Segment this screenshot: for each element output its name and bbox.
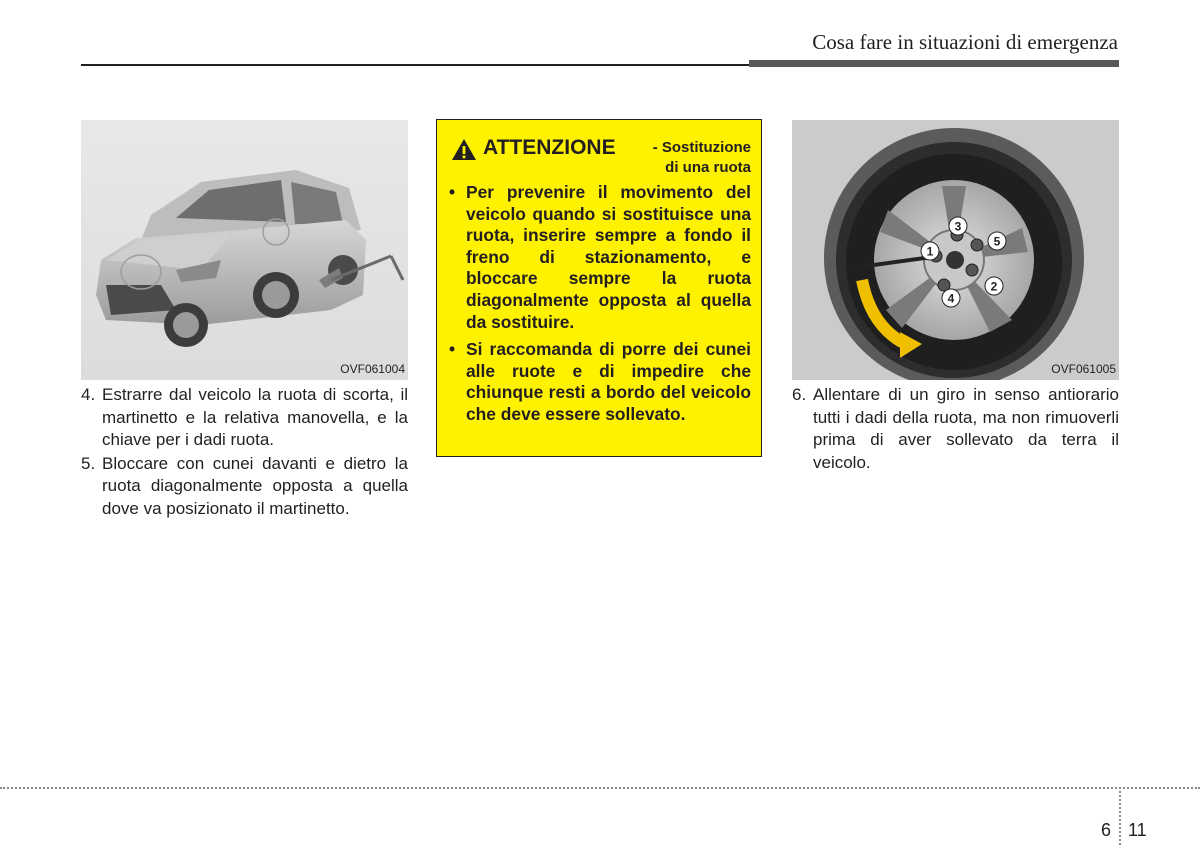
step-number: 5.: [81, 453, 96, 473]
step-5: [81, 453, 408, 521]
car-jack-illustration: [81, 120, 408, 380]
warning-item-text: Per prevenire il movimento del veicolo quando si sostituisce una ruota, inserire sempre a fondo il freno di stazionamento, e bloccare sempre la ruota diagonalmente opposta al quella da sostituire.: [466, 182, 751, 332]
header-rule-thin: [81, 64, 749, 66]
warning-triangle-icon: [451, 138, 477, 161]
steps-right: [792, 384, 1119, 475]
warning-subtitle-line2: di una ruota: [665, 159, 751, 176]
figure-label-left: OVF061004: [340, 362, 405, 376]
wheel-illustration-icon: [792, 120, 1119, 380]
steps-left: [81, 384, 408, 521]
lug-number-2: 2: [990, 279, 998, 294]
lug-number-3: 3: [954, 219, 962, 234]
warning-item: [449, 339, 751, 425]
warning-header: [451, 136, 751, 180]
car-illustration-icon: [81, 120, 408, 380]
warning-subtitle: [653, 138, 751, 178]
wheel-lug-nuts-illustration: [792, 120, 1119, 380]
step-text: Estrarre dal veicolo la ruota di scorta, il martinetto e la relativa manovella, e la chiave per i dadi ruota.: [102, 385, 408, 449]
step-4: [81, 384, 408, 452]
chapter-number: 6: [1101, 820, 1112, 840]
lug-number-5: 5: [993, 234, 1001, 249]
step-text: Bloccare con cunei davanti e dietro la ruota diagonalmente opposta a quella dove va posizionato il martinetto.: [102, 453, 408, 518]
lug-number-1: 1: [926, 244, 934, 259]
warning-box: [436, 119, 762, 457]
step-number: 4.: [81, 385, 96, 404]
header-rule-thick: [749, 60, 1119, 67]
step-text: Allentare di un giro in senso antiorario tutti i dadi della ruota, ma non rimuoverli prima di aver sollevato da terra il veicolo.: [813, 385, 1119, 472]
footer-dotted-divider: [1119, 787, 1121, 845]
step-6: [792, 384, 1119, 474]
page-number: 11: [1128, 820, 1147, 840]
warning-item-text: Si raccomanda di porre dei cunei alle ruote e di impedire che chiunque resti a bordo del veicolo che deve essere sollevato.: [466, 339, 751, 424]
warning-list: [449, 182, 751, 432]
warning-subtitle-line1: - Sostituzione: [652, 139, 751, 156]
bullet: •: [449, 339, 456, 360]
lug-number-4: 4: [947, 291, 955, 306]
footer-dotted-rule: [0, 787, 1200, 789]
figure-label-right: OVF061005: [1051, 362, 1116, 376]
bullet: •: [449, 182, 456, 202]
warning-item: [449, 182, 751, 333]
step-number: 6.: [792, 385, 807, 404]
header-title: Cosa fare in situazioni di emergenza: [812, 30, 1118, 54]
warning-title: ATTENZIONE: [483, 136, 616, 159]
